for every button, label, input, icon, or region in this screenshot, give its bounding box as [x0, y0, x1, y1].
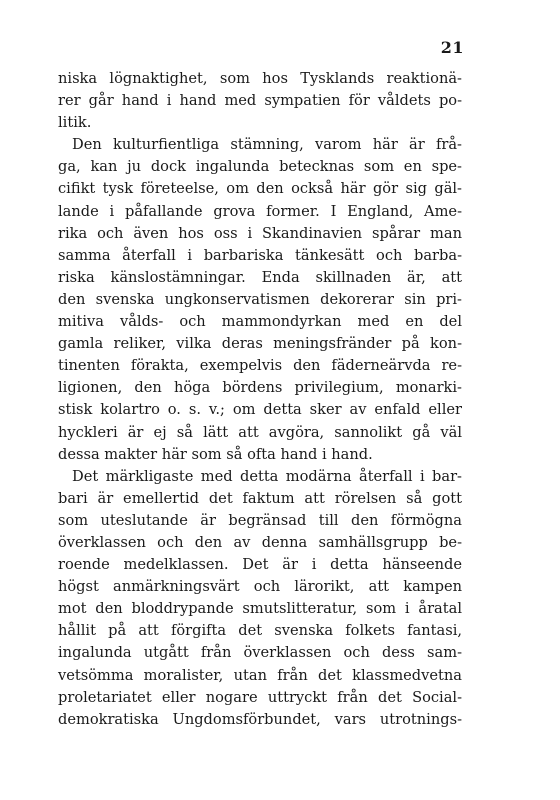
text-line: samma återfall i barbariska tänkesätt och barba-	[58, 246, 462, 264]
text-line: hyckleri är ej så lätt att avgöra, sannolikt gå väl	[58, 423, 462, 441]
text-line: niska lögnaktighet, som hos Tysklands reaktionä-	[58, 70, 462, 87]
text-line: proletariatet eller nogare uttryckt från det Social-	[58, 688, 462, 706]
text-line: cifikt tysk företeelse, om den också här gör sig gäl-	[58, 180, 462, 198]
page-number: 21	[440, 38, 464, 57]
text-line: roende medelklassen. Det är i detta hänseende	[58, 556, 462, 574]
text-line: tinenten förakta, exempelvis den fäderneärvda re-	[58, 357, 462, 375]
text-line: rer går hand i hand med sympatien för våldets po-	[58, 92, 462, 110]
text-line: rika och även hos oss i Skandinavien spårar man	[58, 224, 462, 242]
text-line: hållit på att förgifta det svenska folkets fantasi,	[58, 622, 462, 640]
text-line: lande i påfallande grova former. I England, Ame-	[58, 202, 462, 220]
text-line: ga, kan ju dock ingalunda betecknas som en spe-	[58, 158, 462, 176]
text-line: Det märkligaste med detta modärna återfall i bar-	[72, 467, 462, 485]
text-line: dessa makter här som så ofta hand i hand.	[58, 445, 373, 463]
text-line: mitiva vålds- och mammondyrkan med en del	[58, 313, 462, 331]
text-line: litik.	[58, 114, 92, 132]
text-line: ligionen, den höga bördens privilegium, monarki-	[58, 379, 462, 397]
text-line: överklassen och den av denna samhällsgrupp be-	[58, 533, 462, 551]
text-line: riska känslostämningar. Enda skillnaden är, att	[58, 268, 462, 286]
text-line: gamla reliker, vilka deras meningsfränder på kon-	[58, 335, 462, 353]
text-line: Den kulturfientliga stämning, varom här är frå-	[72, 136, 462, 154]
text-line: vetsömma moralister, utan från det klassmedvetna	[58, 666, 462, 684]
text-line: ingalunda utgått från överklassen och dess sam-	[58, 644, 462, 662]
text-line: den svenska ungkonservatismen dekorerar sin pri-	[58, 290, 462, 308]
text-line: mot den bloddrypande smutslitteratur, som i åratal	[58, 600, 462, 618]
body-text	[58, 68, 462, 731]
text-line: som uteslutande är begränsad till den förmögna	[58, 511, 462, 529]
text-line: högst anmärkningsvärt och lärorikt, att kampen	[58, 578, 462, 596]
text-line: stisk kolartro o. s. v.; om detta sker av enfald eller	[58, 401, 462, 419]
text-line: bari är emellertid det faktum att rörelsen så gott	[58, 489, 462, 507]
text-line: demokratiska Ungdomsförbundet, vars utrotnings-	[58, 710, 462, 728]
